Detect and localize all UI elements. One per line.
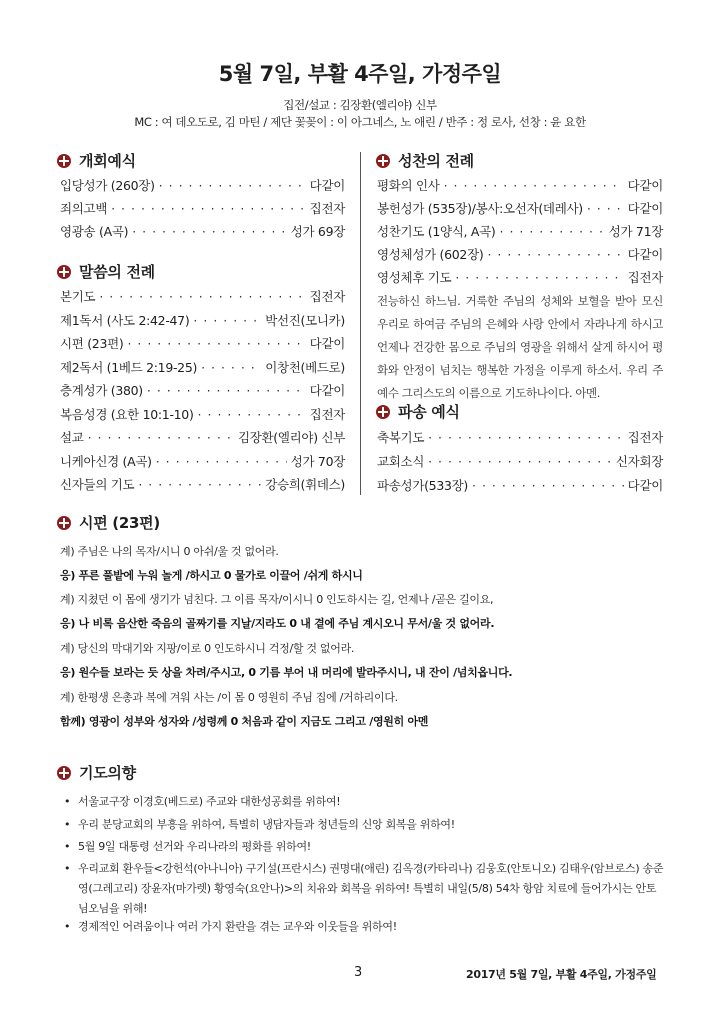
intention-item: • 경제적인 어려움이나 여러 가지 환란을 겪는 교우와 이웃들을 위하여! (64, 920, 397, 933)
ministers-credit: MC : 여 데오도로, 김 마틴 / 제단 꽃꽂이 : 이 아그네스, 노 애린 / 반주 : 정 로사, 선창 : 윤 요한 (134, 115, 586, 129)
list-item: 신자들의 기도 · · · 강승희(휘데스) (60, 475, 345, 499)
cross-icon (376, 405, 390, 419)
list-item: 층계성가 (380) · · · 다같이 (60, 381, 345, 405)
list-item: 파송성가(533장) · · · 다같이 (377, 476, 663, 500)
eucharist-list (377, 176, 663, 291)
list-item: 교회소식 · · · 신자회장 (377, 452, 663, 476)
post-communion-prayer: 전능하신 하느님. 거룩한 주님의 성체와 보혈을 받아 모신 우리로 하여금 주님의 은혜와 사랑 안에서 자라나게 하시고 언제나 건강한 몸으로 주님의 영광을 위해서 살게 하시어 평화와 안정이 넘치는 행복한 가정을 이루게 하소서. 우리 주 예수 그리스도의 이름으로 기도하나이다. 아멘. (377, 294, 663, 400)
page-title: 5월 7일, 부활 4주일, 가정주일 (218, 62, 502, 86)
footer-date: 2017년 5월 7일, 부활 4주일, 가정주일 (466, 968, 657, 981)
page-number: 3 (354, 965, 363, 980)
psalm-line: 응) 나 비록 음산한 죽음의 골짜기를 지날/지라도 0 내 곁에 주님 계시오니 무서/울 것 없어라. (60, 617, 495, 630)
word-list (60, 287, 345, 499)
list-item: 본기도 · · · 집전자 (60, 287, 345, 311)
list-item: 니케아신경 (A곡) · · · 성가 70장 (60, 452, 345, 476)
psalm-line: 계) 한평생 은총과 복에 겨워 사는 /이 몸 0 영원히 주님 집에 /거하리이다. (60, 691, 398, 704)
intention-item: • 우리 분당교회의 부흥을 위하여, 특별히 냉담자들과 청년들의 신앙 회복을 위하여! (64, 818, 455, 831)
section-opening-heading: 개회예식 (57, 150, 136, 171)
psalm-line: 응) 푸른 풀밭에 누워 놀게 /하시고 0 물가로 이끌어 /쉬게 하시니 (60, 569, 363, 582)
cross-icon (57, 516, 71, 530)
list-item: 축복기도 · · · 집전자 (377, 428, 663, 452)
section-intentions-heading: 기도의향 (57, 762, 136, 783)
list-item: 죄의고백 · · · 집전자 (60, 199, 345, 222)
list-item: 평화의 인사 · · · 다같이 (377, 176, 663, 199)
opening-list (60, 176, 345, 245)
intention-item: • 우리교회 환우들<강헌석(아나니아) 구기설(프란시스) 권명대(애린) 김옥경(카타리나) 김웅호(안토니오) 김태우(암브로스) 송준영(그레고리) 장윤자(마가렛) 황영숙(요안나)>의 치유와 회복을 위하여! 특별히 내일(5/8) 54차 항암 치료에 들어가시는 안토님오님을 위해! (64, 862, 664, 915)
psalm-line: 계) 주님은 나의 목자/시니 0 아쉬/울 것 없어라. (60, 545, 279, 558)
cross-icon (376, 154, 390, 168)
list-item: 제1독서 (사도 2:42-47) · · · 박선진(모니카) (60, 311, 345, 335)
list-item: 설교 · · · 김장환(엘리야) 신부 (60, 428, 345, 452)
section-dismissal-heading: 파송 예식 (376, 401, 460, 422)
list-item: 영성체후 기도 · · · 집전자 (377, 268, 663, 291)
celebrant-credit: 집전/설교 : 김장환(엘리야) 신부 (283, 98, 437, 112)
list-item: 영광송 (A곡) · · · 성가 69장 (60, 222, 345, 245)
psalm-line: 계) 지쳤던 이 몸에 생기가 넘친다. 그 이름 목자/이시니 0 인도하시는 길, 언제나 /곧은 길이요, (60, 593, 494, 606)
cross-icon (57, 265, 71, 279)
intention-item: • 5월 9일 대통령 선거와 우리나라의 평화를 위하여! (64, 840, 311, 853)
dismissal-list (377, 428, 663, 500)
section-word-heading: 말씀의 전례 (57, 261, 155, 282)
cross-icon (57, 766, 71, 780)
list-item: 영성체성가 (602장) · · · 다같이 (377, 245, 663, 268)
list-item: 제2독서 (1베드 2:19-25) · · · 이창천(베드로) (60, 358, 345, 382)
psalm-line: 함께) 영광이 성부와 성자와 /성령께 0 처음과 같이 지금도 그리고 /영원히 아멘 (60, 715, 429, 728)
list-item: 성찬기도 (1양식, A곡) · · · 성가 71장 (377, 222, 663, 245)
psalm-line: 계) 당신의 막대기와 지팡/이로 0 인도하시니 걱정/할 것 없어라. (60, 642, 355, 655)
intention-item: • 서울교구장 이경호(베드로) 주교와 대한성공회를 위하여! (64, 795, 341, 808)
list-item: 시편 (23편) · · · 다같이 (60, 334, 345, 358)
list-item: 입당성가 (260장) · · · 다같이 (60, 176, 345, 199)
column-divider (360, 152, 361, 495)
psalm-line: 응) 원수들 보라는 듯 상을 차려/주시고, 0 기름 부어 내 머리에 발라주시니, 내 잔이 /넘치옵니다. (60, 666, 513, 679)
list-item: 봉헌성가 (535장)/봉사:오선자(데레사) · · · 다같이 (377, 199, 663, 222)
section-eucharist-heading: 성찬의 전례 (376, 150, 474, 171)
cross-icon (57, 154, 71, 168)
list-item: 복음성경 (요한 10:1-10) · · · 집전자 (60, 405, 345, 429)
section-psalm-heading: 시편 (23편) (57, 512, 160, 533)
